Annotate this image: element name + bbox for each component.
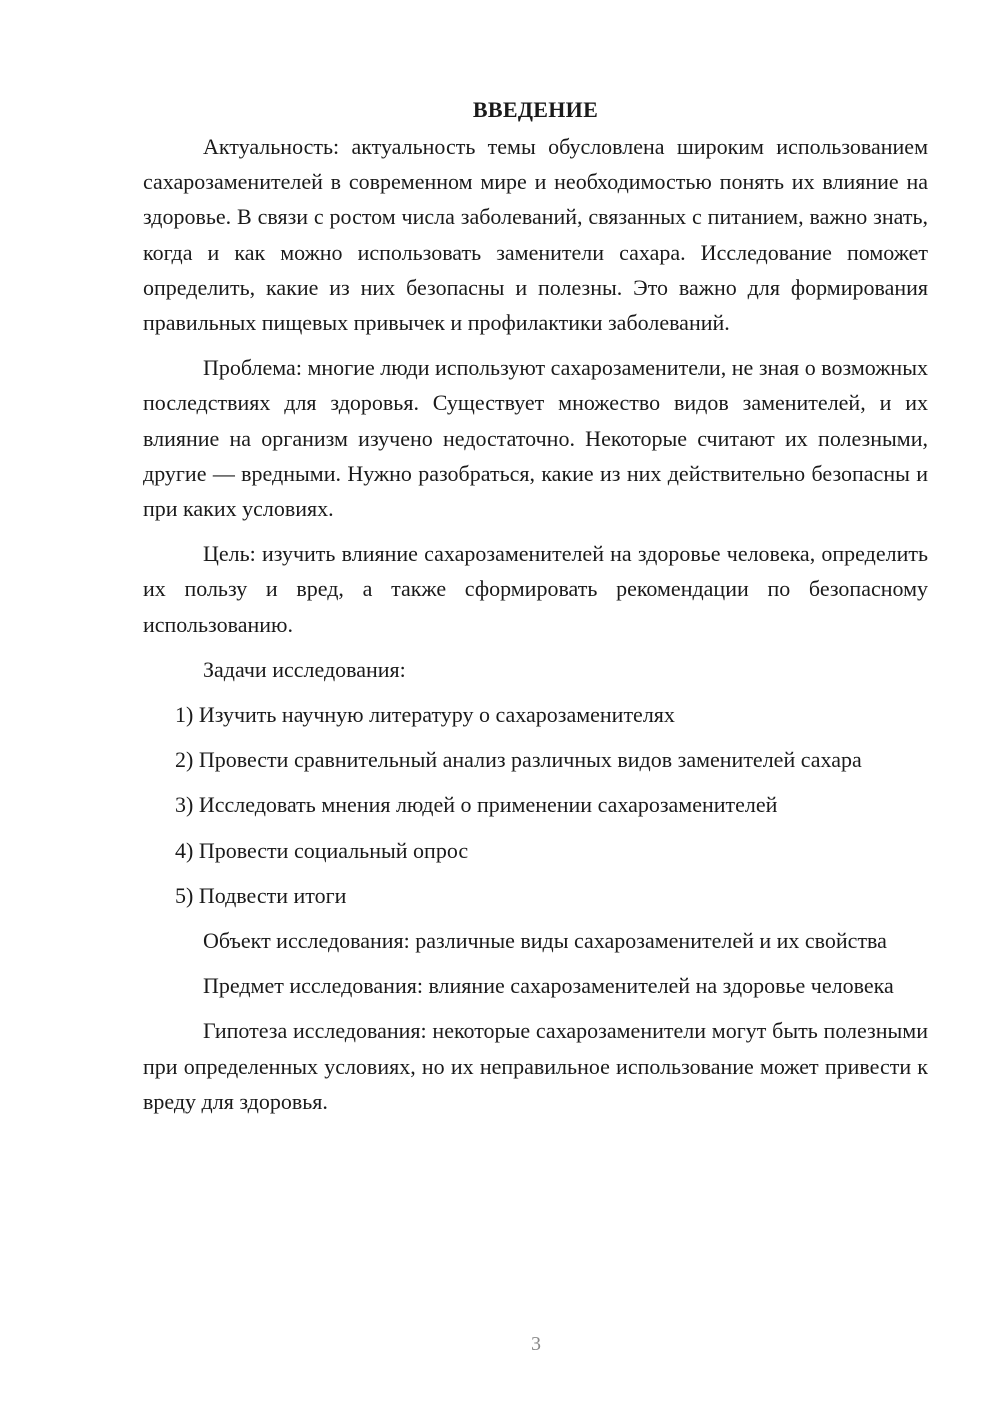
paragraph-object: Объект исследования: различные виды сахарозаменителей и их свойства [203, 928, 887, 954]
list-item: 5) Подвести итоги [175, 882, 347, 908]
list-item: 4) Провести социальный опрос [175, 837, 469, 863]
list-item: 1) Изучить научную литературу о сахарозаменителях [175, 702, 675, 728]
paragraph-hypothesis: Гипотеза исследования: некоторые сахарозаменители могут быть полезными при определенных условиях, но их неправильное использование может привести к вреду для здоровья. [143, 1018, 928, 1114]
page-title: ВВЕДЕНИЕ [472, 97, 599, 122]
paragraph-goal: Цель: изучить влияние сахарозаменителей на здоровье человека, определить их пользу и вред, а также сформировать рекомендации по безопасному использованию. [143, 541, 928, 637]
paragraph-problem: Проблема: многие люди используют сахарозаменители, не зная о возможных последствиях для здоровья. Существует множество видов заменителей, и их влияние на организм изучено недостаточно. Некоторые считают их полезными, другие — вредными. Нужно разобраться, какие из них действительно безопасны и при каких условиях. [143, 355, 928, 522]
paragraph-subject: Предмет исследования: влияние сахарозаменителей на здоровье человека [203, 973, 894, 999]
list-item: 3) Исследовать мнения людей о применении сахарозаменителей [175, 792, 778, 818]
page-number: 3 [531, 1333, 541, 1355]
tasks-list [143, 697, 928, 913]
tasks-heading: Задачи исследования: [203, 656, 406, 682]
paragraph-relevance: Актуальность: актуальность темы обусловлена широким использованием сахарозаменителей в современном мире и необходимостью понять их влияние на здоровье. В связи с ростом числа заболеваний, связанных с питанием, важно знать, когда и как можно использовать заменители сахара. Исследование поможет определить, какие из них безопасны и полезны. Это важно для формирования правильных пищевых привычек и профилактики заболеваний. [143, 134, 928, 336]
document-page [143, 95, 928, 1129]
list-item: 2) Провести сравнительный анализ различных видов заменителей сахара [175, 747, 862, 773]
